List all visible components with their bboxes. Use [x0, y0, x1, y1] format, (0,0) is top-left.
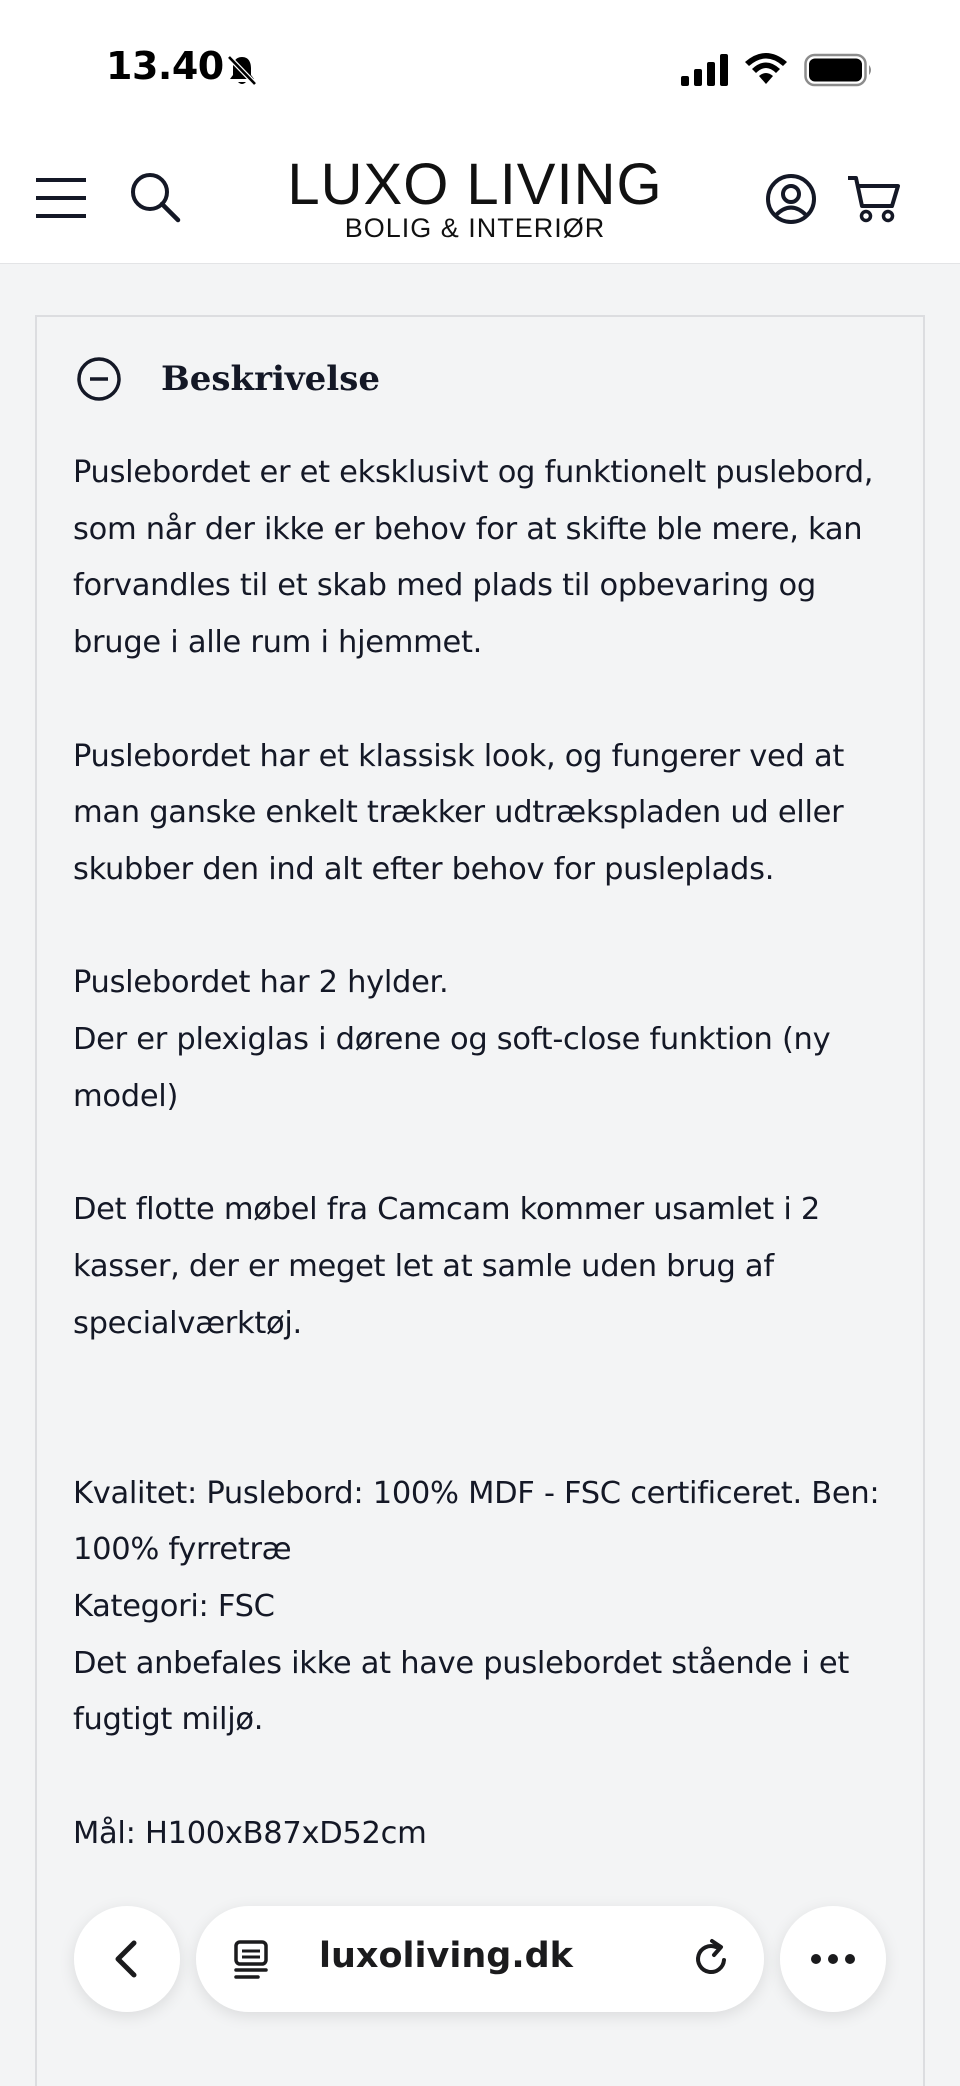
chevron-left-icon	[106, 1938, 148, 1980]
more-dots-icon	[810, 1950, 856, 1968]
site-logo[interactable]	[270, 152, 680, 243]
description-toggle[interactable]	[75, 355, 775, 415]
description-body	[73, 445, 893, 1863]
bell-muted-icon	[224, 52, 260, 88]
more-options-button[interactable]	[780, 1906, 886, 2012]
browser-toolbar	[0, 1900, 960, 2020]
wifi-icon	[744, 50, 788, 86]
cart-icon[interactable]	[846, 170, 902, 226]
logo-sub-text: BOLIG & INTERIØR	[344, 213, 606, 243]
description-paragraph: Det flotte møbel fra Camcam kommer usamlet i 2 kasser, der er meget let at samle uden brug af specialværktøj.	[73, 1192, 820, 1341]
collapse-minus-icon	[75, 355, 123, 403]
site-header	[0, 140, 960, 264]
description-paragraph: Puslebordet har et klassisk look, og fungerer ved at man ganske enkelt trækker udtrækspladen ud eller skubber den ind alt efter behov for pusleplads.	[73, 738, 844, 887]
status-bar	[0, 0, 960, 140]
reload-icon[interactable]	[690, 1938, 732, 1980]
description-title: Beskrivelse	[161, 359, 380, 399]
logo-main-text: LUXO LIVING	[287, 152, 663, 217]
dimensions-line: Mål: H100xB87xD52cm	[73, 1815, 427, 1851]
cellular-signal-icon	[680, 54, 730, 86]
status-time: 13.40	[106, 44, 224, 88]
menu-icon[interactable]	[34, 174, 88, 222]
search-icon[interactable]	[128, 170, 182, 224]
description-paragraph: Puslebordet er et eksklusivt og funktionelt puslebord, som når der ikke er behov for at skifte ble mere, kan forvandles til et skab med plads til opbevaring og bruge i alle rum i hjemmet.	[73, 455, 874, 661]
description-paragraph: Puslebordet har 2 hylder.	[73, 965, 449, 1001]
address-bar[interactable]	[196, 1906, 764, 2012]
quality-line: Kvalitet: Puslebord: 100% MDF - FSC certificeret. Ben: 100% fyrretræ	[73, 1475, 880, 1568]
description-panel	[35, 315, 925, 2086]
url-text: luxoliving.dk	[319, 1936, 573, 1976]
account-icon[interactable]	[764, 172, 818, 226]
category-line: Kategori: FSC	[73, 1589, 275, 1624]
description-paragraph: Der er plexiglas i dørene og soft-close funktion (ny model)	[73, 1022, 831, 1114]
back-button[interactable]	[74, 1906, 180, 2012]
battery-icon	[804, 52, 874, 88]
tabs-icon[interactable]	[230, 1938, 272, 1980]
humidity-note: Det anbefales ikke at have puslebordet stående i et fugtigt miljø.	[73, 1645, 850, 1738]
